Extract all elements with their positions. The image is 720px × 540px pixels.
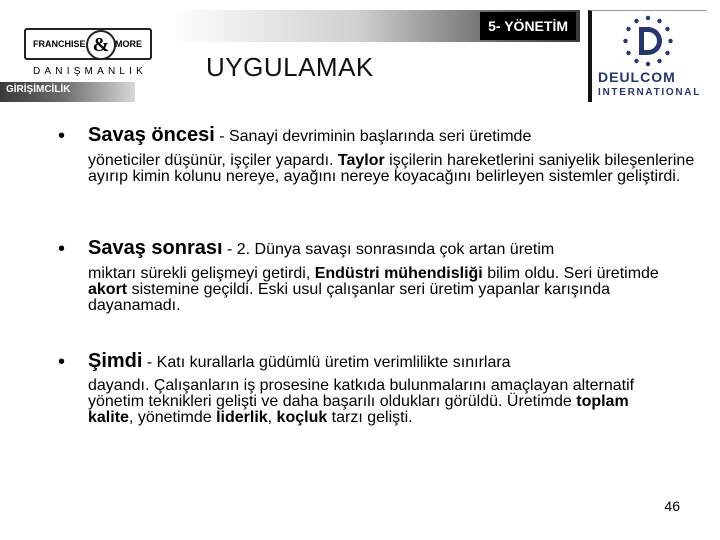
bullet-3-run: , <box>267 409 277 426</box>
bullet-marker: • <box>58 125 66 147</box>
deulcom-emblem-icon <box>622 15 674 67</box>
bullet-3-run: , yönetimde <box>128 409 217 426</box>
bullet-2-run: miktarı sürekli gelişmeyi getirdi, <box>88 265 315 282</box>
bullet-3-run: dayandı. Çalışanların iş prosesine katkıda bulunmalarını amaçlayan alternatif yönetim teknikleri gelişti ve daha başarılı oldukları görüldü. Üretimde <box>88 377 635 410</box>
bullet-1-lead-bold: Savaş öncesi <box>88 124 215 146</box>
deulcom-logo-line2: INTERNATIONAL <box>598 87 702 98</box>
franchise-logo-subtitle: DANIŞMANLIK <box>33 66 147 77</box>
bullet-3-run-bold: toplam kalite <box>88 393 629 426</box>
bullet-2-text <box>88 266 678 314</box>
bullet-2-run-bold: Endüstri mühendisliği <box>314 265 483 282</box>
deulcom-logo-line1: DEULCOM <box>598 69 676 85</box>
bullet-3-lead-rest: - Katı kurallarla güdümlü üretim verimlilikte sınırlara <box>142 354 511 371</box>
bullet-2-lead <box>88 237 554 260</box>
bullet-marker: • <box>58 238 66 260</box>
bullet-3-lead <box>88 350 511 373</box>
deulcom-logo <box>588 10 706 102</box>
bullet-1-text <box>88 153 698 185</box>
bullet-3-run-bold: liderlik <box>216 409 268 426</box>
left-tag: GİRİŞİMCİLİK <box>6 84 71 95</box>
bullet-3-run: tarzı gelişti. <box>327 409 413 426</box>
bullet-2-lead-rest: - 2. Dünya savaşı sonrasında çok artan üretim <box>222 241 555 258</box>
franchise-logo <box>24 24 156 80</box>
bullet-3-lead-bold: Şimdi <box>88 350 143 372</box>
bullet-1-lead <box>88 124 531 147</box>
franchise-logo-ampersand: & <box>86 30 116 60</box>
bullet-1-run: yöneticiler düşünür, işçiler yapardı. <box>88 152 338 169</box>
section-title: 5- YÖNETİM <box>480 12 576 40</box>
page-number: 46 <box>664 498 680 514</box>
bullet-2-run: bilim oldu. Seri üretimde <box>482 265 659 282</box>
bullet-1-run-bold: Taylor <box>337 152 385 169</box>
bullet-3-text <box>88 378 668 426</box>
slide-heading: UYGULAMAK <box>206 52 374 82</box>
bullet-2-lead-bold: Savaş sonrası <box>88 237 223 259</box>
bullet-marker: • <box>58 351 66 373</box>
bullet-3-run-bold: koçluk <box>276 409 328 426</box>
bullet-2-run-bold: akort <box>88 281 128 298</box>
franchise-logo-word1: FRANCHISE <box>33 39 86 49</box>
bullet-2-run: sistemine geçildi. Eski usul çalışanlar seri üretim yapanlar karışında dayanamadı. <box>88 281 610 314</box>
bullet-1-lead-rest: - Sanayi devriminin başlarında seri üretimde <box>214 128 532 145</box>
bullet-1-run: işçilerin hareketlerini saniyelik bileşenlerine ayırıp kimin kolunu nereye, ayağını nereye koyacağını belirleyen sistemler geliştirdi. <box>88 152 695 185</box>
franchise-logo-word2: MORE <box>115 39 142 49</box>
